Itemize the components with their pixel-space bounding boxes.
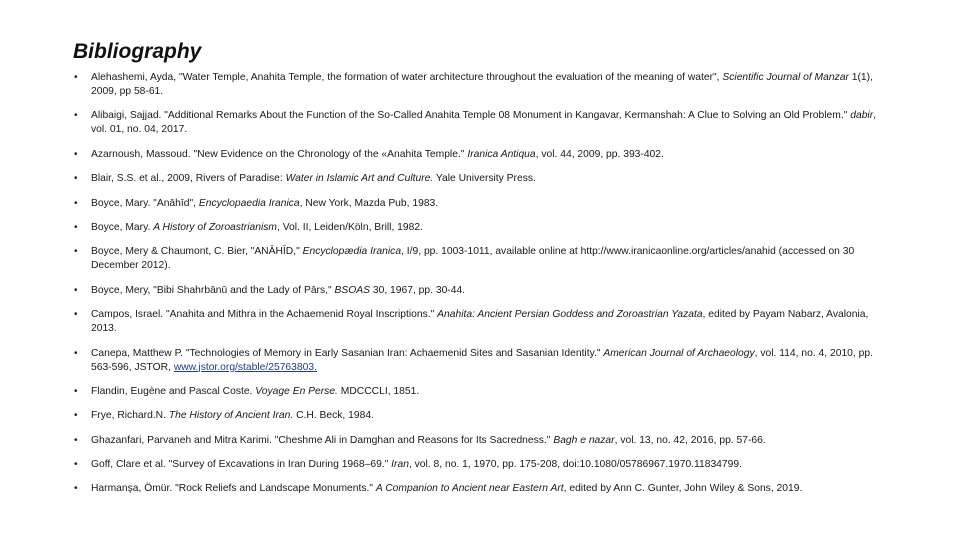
reference-text: , I/9, pp. 1003-1011, available online at http://www.iranicaonline.org/articles/anahid (accessed on 30 December 2012). (91, 246, 855, 272)
reference-italic-text: Encyclopaedia Iranica (198, 197, 300, 209)
reference-item (73, 458, 888, 472)
reference-text: Azarnoush, Massoud. "New Evidence on the Chronology of the «Anahita Temple." (91, 148, 468, 160)
reference-item (73, 434, 888, 448)
reference-text: Alibaigi, Sajjad. "Additional Remarks About the Function of the So-Called Anahita Temple 08 Monument in Kangavar, Kermanshah: A Clue to Solving an Old Problem." (91, 110, 851, 122)
reference-italic-text: A Companion to Ancient near Eastern Art (375, 483, 564, 495)
reference-italic-text: Bagh e nazar (553, 434, 615, 446)
reference-text: , vol. 44, 2009, pp. 393-402. (535, 148, 664, 160)
reference-italic-text: American Journal of Archaeology (603, 347, 755, 359)
reference-italic-text: BSOAS (334, 284, 370, 296)
reference-italic-text: Iran (391, 459, 409, 471)
reference-item (73, 245, 888, 273)
slide-title: Bibliography (73, 40, 202, 63)
reference-text: , vol. 01, no. 04, 2017. (91, 110, 877, 136)
reference-text: Campos, Israel. "Anahita and Mithra in the Achaemenid Royal Inscriptions." (91, 309, 438, 321)
reference-text: MDCCCLI, 1851. (337, 385, 420, 397)
reference-italic-text: Encyclopædia Iranica (302, 246, 402, 258)
reference-item (73, 482, 888, 496)
reference-text: , vol. 8, no. 1, 1970, pp. 175-208, doi:10.1080/05786967.1970.11834799. (408, 459, 742, 471)
reference-item (73, 109, 888, 137)
reference-text: Boyce, Mary. "Anāhīd", (91, 197, 199, 209)
reference-text: Harmanşa, Ömür. "Rock Reliefs and Landscape Monuments." (91, 483, 376, 495)
reference-text: Blair, S.S. et al., 2009, Rivers of Paradise: (91, 173, 286, 185)
reference-list (73, 71, 888, 507)
reference-italic-text: A History of Zoroastrianism (153, 221, 277, 233)
reference-item (73, 148, 888, 162)
reference-text: 30, 1967, pp. 30-44. (370, 284, 466, 296)
reference-italic-text: Anahita: Ancient Persian Goddess and Zoroastrian Yazata (437, 309, 703, 321)
reference-item (73, 347, 888, 375)
reference-italic-text: Water in Islamic Art and Culture. (285, 173, 434, 185)
reference-text: Canepa, Matthew P. "Technologies of Memory in Early Sasanian Iran: Achaemenid Sites and Sasanian Identity." (91, 347, 604, 359)
reference-text: , vol. 13, no. 42, 2016, pp. 57-66. (614, 434, 766, 446)
reference-italic-text: The History of Ancient Iran. (168, 410, 294, 422)
reference-italic-text: dabir (850, 110, 874, 122)
reference-italic-text: Iranica Antiqua (467, 148, 536, 160)
reference-text: Yale University Press. (433, 173, 536, 185)
reference-text: , vol. 114, no. 4, 2010, pp. 563-596, JSTOR, (91, 347, 873, 373)
reference-item (73, 221, 888, 235)
reference-item (73, 172, 888, 186)
reference-text: Ghazanfari, Parvaneh and Mitra Karimi. "Cheshme Ali in Damghan and Reasons for Its Sacredness." (91, 434, 554, 446)
reference-item (73, 308, 888, 336)
reference-text: , edited by Payam Nabarz, Avalonia, 2013. (91, 309, 869, 335)
reference-text: , edited by Ann C. Gunter, John Wiley & Sons, 2019. (563, 483, 803, 495)
reference-text: 1(1), 2009, pp 58-61. (91, 72, 873, 97)
reference-item (73, 71, 888, 99)
reference-text: , Vol. II, Leiden/Köln, Brill, 1982. (276, 221, 423, 233)
reference-item (73, 385, 888, 399)
reference-text: Boyce, Mery & Chaumont, C. Bier, "ANĀHĪD," (91, 246, 303, 258)
reference-italic-text: Scientific Journal of Manzar (722, 72, 849, 83)
reference-item (73, 409, 888, 423)
reference-text: Boyce, Mery, "Bibi Shahrbānū and the Lady of Pārs," (91, 284, 335, 296)
reference-text: C.H. Beck, 1984. (293, 410, 374, 422)
reference-text: Frye, Richard.N. (91, 410, 169, 422)
reference-text: Goff, Clare et al. "Survey of Excavations in Iran During 1968–69." (91, 459, 392, 471)
reference-item (73, 197, 888, 211)
reference-text: Alehashemi, Ayda, "Water Temple, Anahita Temple, the formation of water architecture throughout the evaluation of the meaning of water", (91, 72, 723, 83)
reference-text: Boyce, Mary. (91, 221, 154, 233)
reference-text: , New York, Mazda Pub, 1983. (299, 197, 439, 209)
reference-italic-text: Voyage En Perse. (255, 385, 338, 397)
reference-text: Flandin, Eugène and Pascal Coste. (91, 385, 256, 397)
reference-item (73, 284, 888, 298)
reference-link[interactable]: www.jstor.org/stable/25763803. (173, 361, 317, 373)
